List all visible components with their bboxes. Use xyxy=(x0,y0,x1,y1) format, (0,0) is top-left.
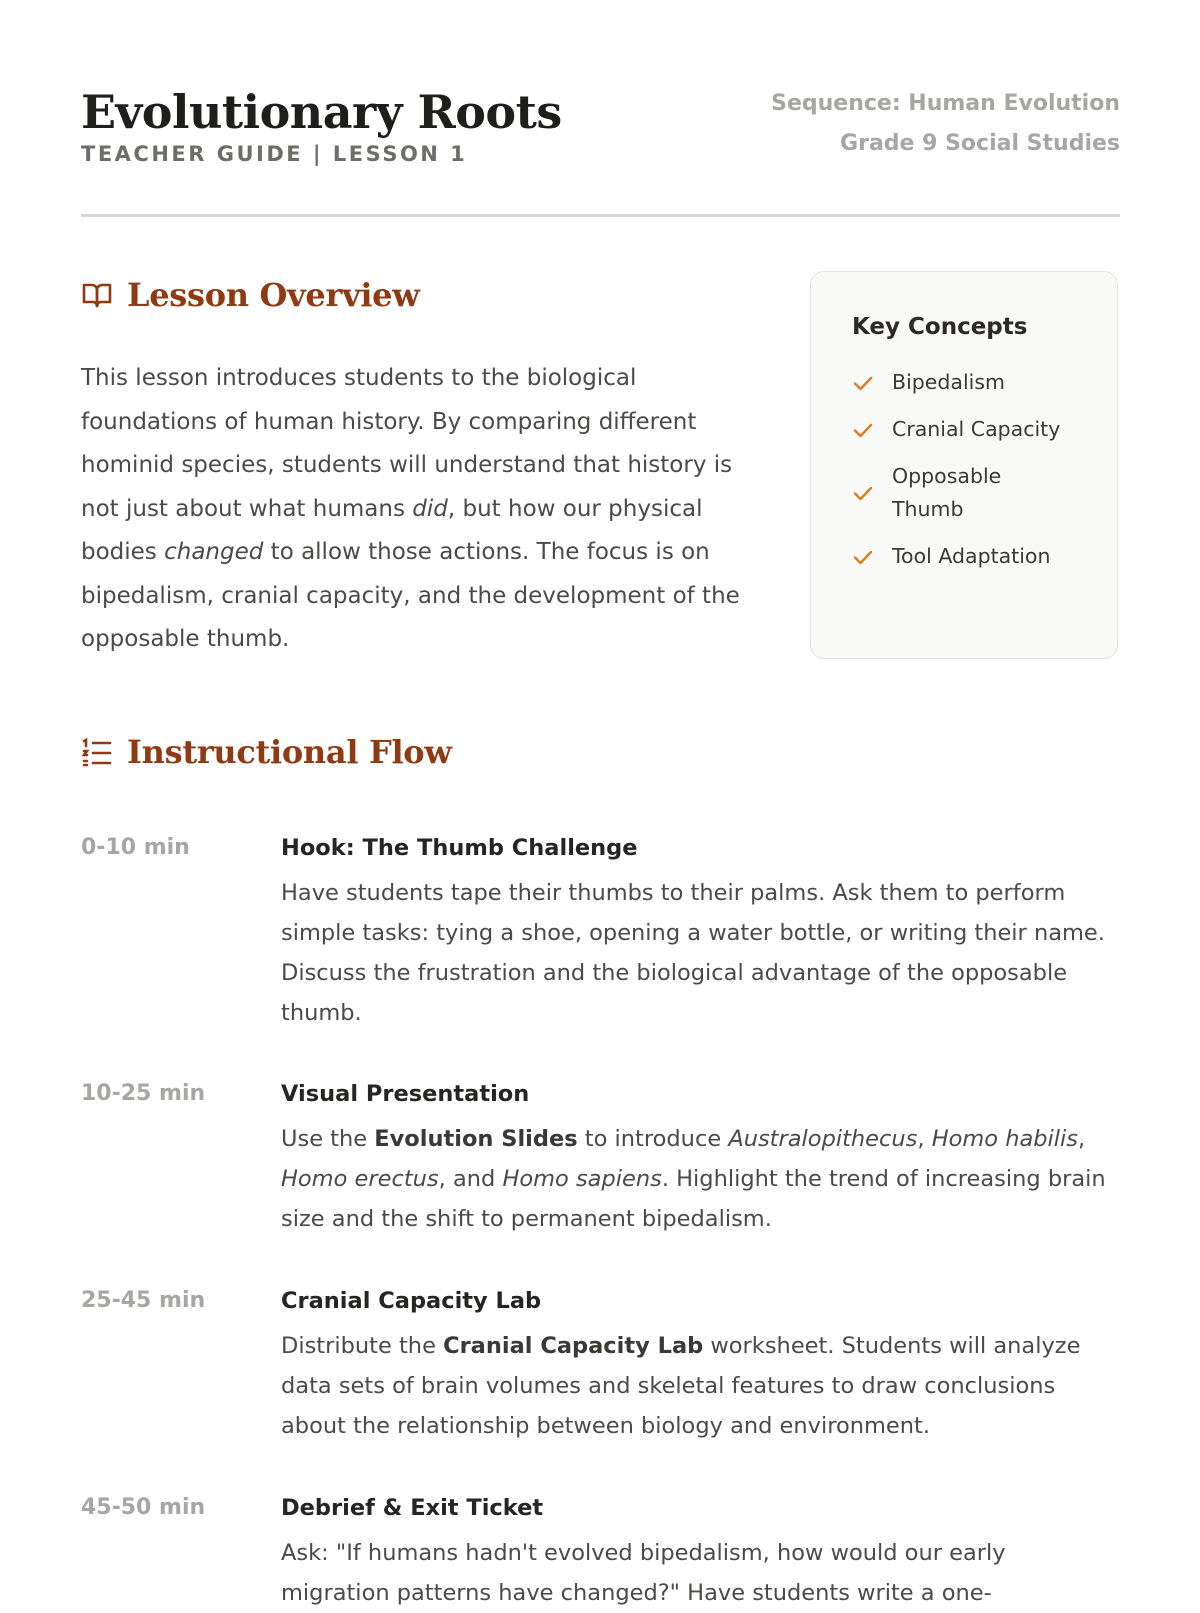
key-concepts-card xyxy=(810,271,1118,659)
step-title: Visual Presentation xyxy=(281,1081,530,1107)
step-time: 45-50 min xyxy=(81,1495,206,1520)
overview-text-2: , but how our physical bodies xyxy=(81,495,703,565)
header-divider xyxy=(81,214,1120,217)
sequence-label: Sequence: Human Evolution xyxy=(771,91,1120,116)
grade-label: Grade 9 Social Studies xyxy=(840,131,1120,156)
overview-emphasis-changed: changed xyxy=(164,539,264,565)
page-title: Evolutionary Roots xyxy=(81,85,562,139)
desc-text: Distribute the xyxy=(281,1333,444,1359)
step-time: 0-10 min xyxy=(81,835,190,860)
step-description: Have students tape their thumbs to their palms. Ask them to perform simple tasks: tying a shoe, opening a water bottle, or writing their name. Discuss the frustration and the biological advantage of the opposable thumb. xyxy=(281,880,1105,1026)
header-meta xyxy=(771,84,1120,164)
overview-text-3: to allow those actions. The focus is on bipedalism, cranial capacity, and the development of the opposable thumb. xyxy=(81,539,740,652)
concept-label: Tool Adaptation xyxy=(892,544,1051,568)
species-name: Homo erectus xyxy=(281,1166,439,1192)
list-item xyxy=(852,540,1102,573)
list-ordered-icon xyxy=(81,736,113,768)
species-name: Australopithecus xyxy=(728,1126,918,1152)
step-body xyxy=(281,1281,1116,1446)
instructional-flow-heading xyxy=(81,730,452,774)
concept-label: Opposable Thumb xyxy=(892,464,1002,521)
step-time: 25-45 min xyxy=(81,1288,206,1313)
species-name: Homo sapiens xyxy=(502,1166,662,1192)
step-title: Cranial Capacity Lab xyxy=(281,1288,542,1314)
lesson-overview-heading xyxy=(81,273,420,317)
concept-label: Cranial Capacity xyxy=(892,417,1061,441)
desc-text: to introduce xyxy=(577,1126,729,1152)
desc-text: Use the xyxy=(281,1126,375,1152)
desc-text: . Highlight the trend of increasing brain size and the shift to permanent bipedalism. xyxy=(281,1166,1106,1232)
book-open-icon xyxy=(81,279,113,311)
section-title: Lesson Overview xyxy=(127,276,420,314)
list-item xyxy=(852,413,1102,446)
check-icon xyxy=(852,546,874,568)
resource-name: Cranial Capacity Lab xyxy=(443,1333,704,1359)
step-description xyxy=(281,1326,1116,1446)
page-subtitle: TEACHER GUIDE | LESSON 1 xyxy=(81,142,468,166)
desc-text: , and xyxy=(438,1166,503,1192)
step-title: Debrief & Exit Ticket xyxy=(281,1495,544,1521)
overview-paragraph xyxy=(81,357,761,662)
list-item xyxy=(852,366,1102,399)
check-icon xyxy=(852,372,874,394)
document-header xyxy=(81,84,1120,216)
key-concepts-list xyxy=(852,366,1102,587)
step-body xyxy=(281,1488,1116,1613)
list-item xyxy=(852,460,1102,526)
check-icon xyxy=(852,482,874,504)
section-title: Instructional Flow xyxy=(127,733,452,771)
step-description: Ask: "If humans hadn't evolved bipedalism, how would our early migration patterns have changed?" Have students write a one- xyxy=(281,1540,1006,1606)
check-icon xyxy=(852,419,874,441)
step-time: 10-25 min xyxy=(81,1081,206,1106)
overview-text-1: This lesson introduces students to the biological foundations of human history. By comparing different hominid species, students will understand that history is not just about what humans xyxy=(81,365,733,522)
desc-text: worksheet. Students will analyze data sets of brain volumes and skeletal features to draw conclusions about the relationship between biology and environment. xyxy=(281,1333,1081,1439)
overview-emphasis-did: did xyxy=(412,495,448,522)
desc-text: , xyxy=(917,1126,932,1152)
step-body xyxy=(281,828,1116,1033)
step-description xyxy=(281,1119,1116,1239)
step-body xyxy=(281,1074,1116,1239)
key-concepts-title: Key Concepts xyxy=(852,314,1028,340)
species-name: Homo habilis xyxy=(931,1126,1079,1152)
step-title: Hook: The Thumb Challenge xyxy=(281,835,638,861)
concept-label: Bipedalism xyxy=(892,370,1006,394)
resource-name: Evolution Slides xyxy=(374,1126,578,1152)
desc-text: , xyxy=(1078,1126,1086,1152)
